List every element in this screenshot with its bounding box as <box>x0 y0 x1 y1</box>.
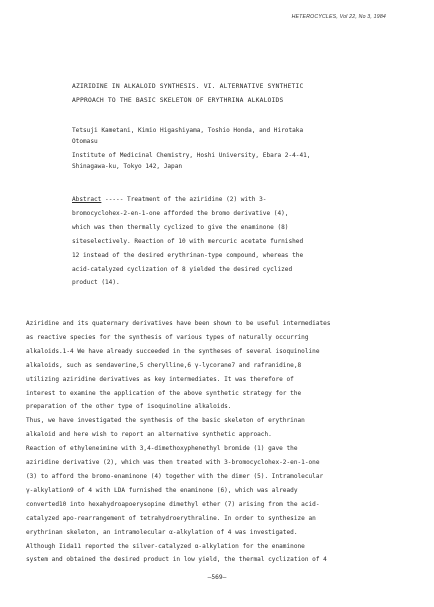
affiliation-line: Institute of Medicinal Chemistry, Hoshi University, Ebara 2-4-41, <box>72 152 311 159</box>
body-line: preparation of the other type of isoquinoline alkaloids. <box>26 403 232 411</box>
page-number: —569— <box>207 574 227 581</box>
author-line: Tetsuji Kametani, Kimio Higashiyama, Toshio Honda, and Hirotaka <box>72 127 304 134</box>
affiliation-line: Shinagawa-ku, Tokyo 142, Japan <box>72 163 183 170</box>
affiliation <box>72 150 392 172</box>
body-line: system and obtained the desired product in low yield, the thermal cyclization of 4 <box>26 556 327 564</box>
title-line: APPROACH TO THE BASIC SKELETON OF ERYTHRINA ALKALOIDS <box>72 97 284 104</box>
body-line: interest to examine the application of the above synthetic strategy for the <box>26 389 302 397</box>
body-line: utilizing aziridine derivatives as key intermediates. It was therefore of <box>26 375 294 383</box>
article-title <box>72 80 392 108</box>
abstract-line: bromocyclohex-2-en-1-one afforded the bromo derivative (4), <box>72 209 289 217</box>
title-line: AZIRIDINE IN ALKALOID SYNTHESIS. VI. ALTERNATIVE SYNTHETIC <box>72 83 304 90</box>
body-line: erythrinan skeleton, an intramolecular α-alkylation of 4 was investigated. <box>26 528 298 536</box>
author-list <box>72 125 392 147</box>
body-line: alkaloid and here wish to report an alternative synthetic approach. <box>26 431 272 439</box>
body-line: Reaction of ethyleneimine with 3,4-dimethoxyphenethyl bromide (1) gave the <box>26 445 298 453</box>
body-line: alkaloids, such as sendaverine,5 cherylline,6 γ-lycorane7 and rafranidine,8 <box>26 361 302 369</box>
abstract-line: siteselectively. Reaction of 10 with mercuric acetate furnished <box>72 237 304 245</box>
author-line: Otomasu <box>72 138 98 145</box>
abstract-line: which was then thermally cyclized to give the enaminone (8) <box>72 223 289 231</box>
body-line: (3) to afford the bromo-enaminone (4) together with the dimer (5). Intramolecular <box>26 472 324 480</box>
body-line: converted10 into hexahydroapoerysopine dimethyl ether (7) arising from the acid- <box>26 500 320 508</box>
body-line: alkaloids.1-4 We have already succeeded in the syntheses of several isoquinoline <box>26 347 320 355</box>
body-text <box>26 317 411 567</box>
abstract-label: Abstract <box>72 196 102 203</box>
journal-header: HETEROCYCLES, Vol 22, No 3, 1984 <box>291 14 386 20</box>
abstract <box>72 193 390 290</box>
body-line: aziridine derivative (2), which was then treated with 3-bromocyclohex-2-en-1-one <box>26 459 320 467</box>
abstract-line: 12 instead of the desired erythrinan-type compound, whereas the <box>72 251 304 259</box>
body-line: catalyzed apo-rearrangement of tetrahydroerythraline. In order to synthesize an <box>26 514 316 522</box>
body-line: Although Iida11 reported the silver-catalyzed α-alkylation for the enaminone <box>26 542 305 550</box>
abstract-line: acid-catalyzed cyclization of 8 yielded the desired cyclized <box>72 265 293 273</box>
body-line: Aziridine and its quaternary derivatives have been shown to be useful intermediates <box>26 320 331 327</box>
body-line: Thus, we have investigated the synthesis of the basic skeleton of erythrinan <box>26 417 305 425</box>
abstract-line: Treatment of the aziridine (2) with 3- <box>127 196 267 203</box>
abstract-line: product (14). <box>72 279 120 287</box>
abstract-dash: ----- <box>101 196 128 203</box>
body-line: γ-alkylation9 of 4 with LDA furnished the enaminone (6), which was already <box>26 486 298 494</box>
body-line: as reactive species for the synthesis of various types of naturally occurring <box>26 333 309 341</box>
